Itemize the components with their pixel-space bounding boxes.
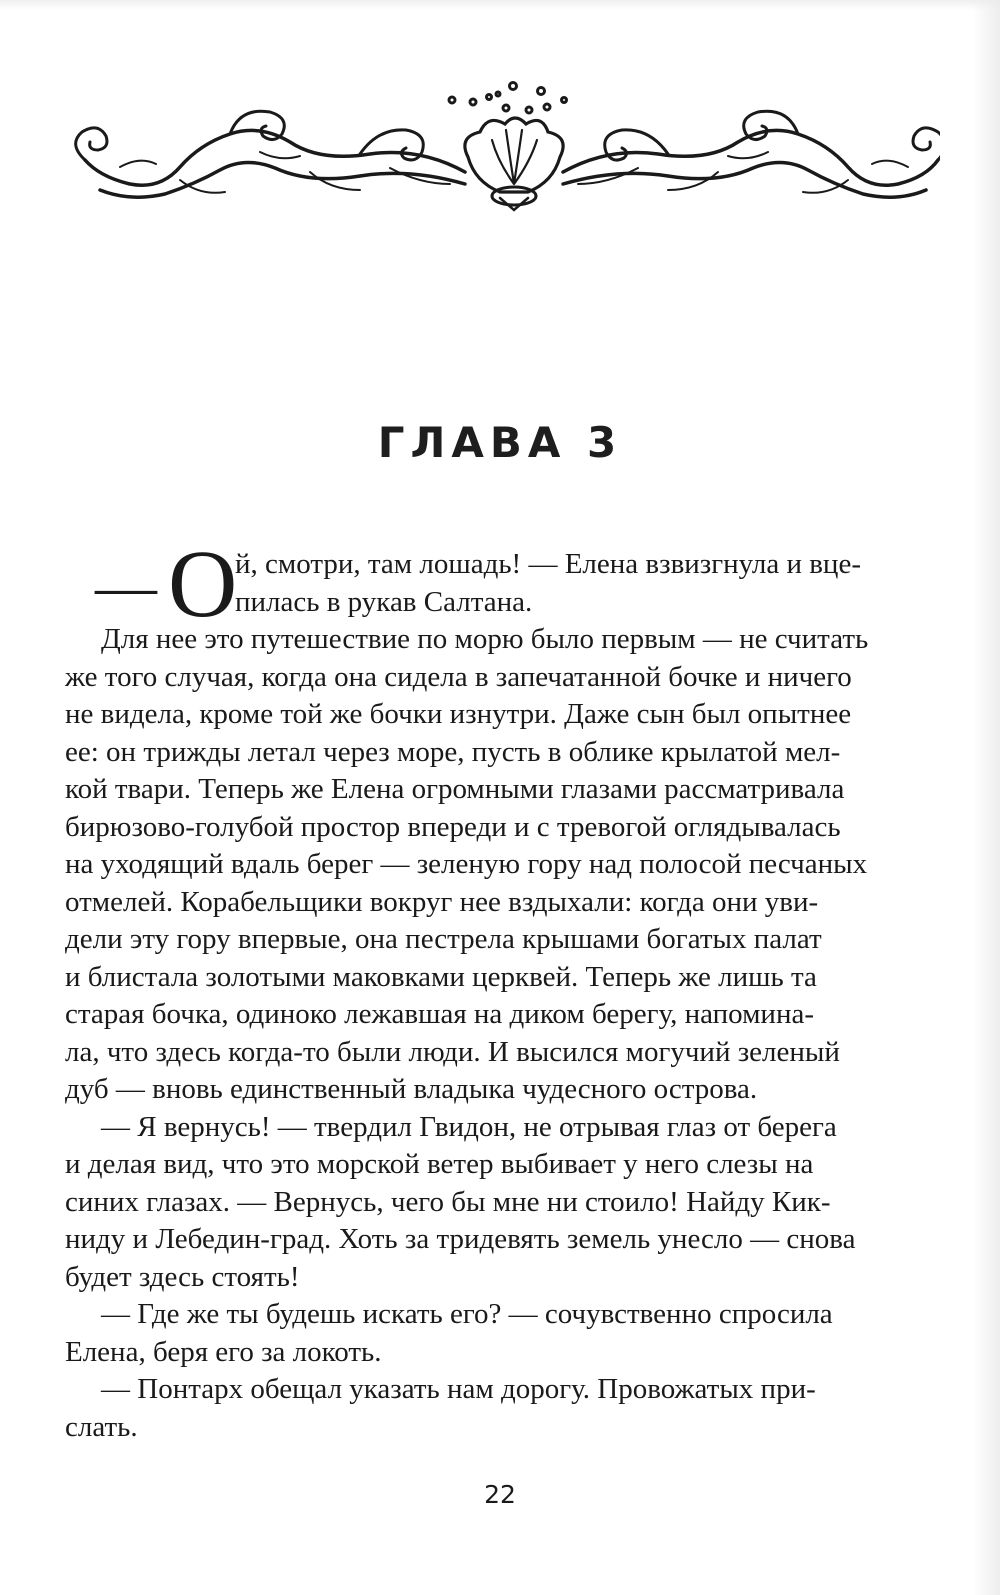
- text-line: старая бочка, одиноко лежавшая на диком берегу, напомина-: [65, 998, 814, 1030]
- text-line: дели эту гору впервые, она пестрела крышами богатых палат: [65, 923, 822, 955]
- text-line: ла, что здесь когда-то были люди. И высился могучий зеленый: [65, 1035, 840, 1068]
- text-line: пилась в рукав Салтана.: [235, 585, 533, 618]
- text-line: и блистала золотыми маковками церквей. Теперь же лишь та: [65, 960, 817, 993]
- text-line: — Понтарх обещал указать нам дорогу. Провожатых при-: [101, 1373, 816, 1405]
- scan-edge-shadow: [972, 0, 1000, 1595]
- text-line: — Я вернусь! — твердил Гвидон, не отрывая глаз от берега: [101, 1110, 837, 1143]
- page-number: 22: [484, 1480, 516, 1509]
- body-text: [65, 530, 938, 1446]
- opening-dash: —: [95, 553, 157, 621]
- drop-cap: О: [168, 530, 238, 637]
- text-line: дуб — вновь единственный владыка чудесного острова.: [65, 1073, 758, 1105]
- paragraph-lines: [65, 621, 938, 1446]
- text-line: не видела, кроме той же бочки изнутри. Даже сын был опытнее: [65, 698, 852, 730]
- text-line: ее: он трижды летал через море, пусть в облике крылатой мел-: [65, 735, 841, 768]
- scan-top-shadow: [0, 0, 1000, 10]
- text-line: отмелей. Корабельщики вокруг нее вздыхали: когда они уви-: [65, 885, 819, 918]
- text-line: и делая вид, что это морской ветер выбивает у него слезы на: [65, 1148, 814, 1180]
- ornament-icon: [60, 72, 940, 212]
- text-line: Елена, беря его за локоть.: [65, 1335, 382, 1368]
- text-line: Для нее это путешествие по морю было первым — не считать: [101, 623, 869, 655]
- text-line: будет здесь стоять!: [65, 1260, 300, 1293]
- text-line: синих глазах. — Вернусь, чего бы мне ни стоило! Найду Кик-: [65, 1185, 831, 1218]
- text-line: — Где же ты будешь искать его? — сочувственно спросила: [101, 1298, 833, 1330]
- text-line: й, смотри, там лошадь! — Елена взвизгнула и вце-: [235, 548, 861, 580]
- text-line: бирюзово-голубой простор впереди и с тревогой оглядывалась: [65, 810, 841, 843]
- text-line: на уходящий вдаль берег — зеленую гору над полосой песчаных: [65, 848, 868, 880]
- text-line: же того случая, когда она сидела в запечатанной бочке и ничего: [65, 660, 852, 693]
- chapter-title: ГЛАВА 3: [377, 418, 623, 467]
- opening-paragraph: [65, 530, 938, 637]
- text-line: кой твари. Теперь же Елена огромными глазами рассматривала: [65, 773, 845, 805]
- text-line: слать.: [65, 1410, 138, 1443]
- text-line: ниду и Лебедин-град. Хоть за тридевять земель унесло — снова: [65, 1223, 856, 1255]
